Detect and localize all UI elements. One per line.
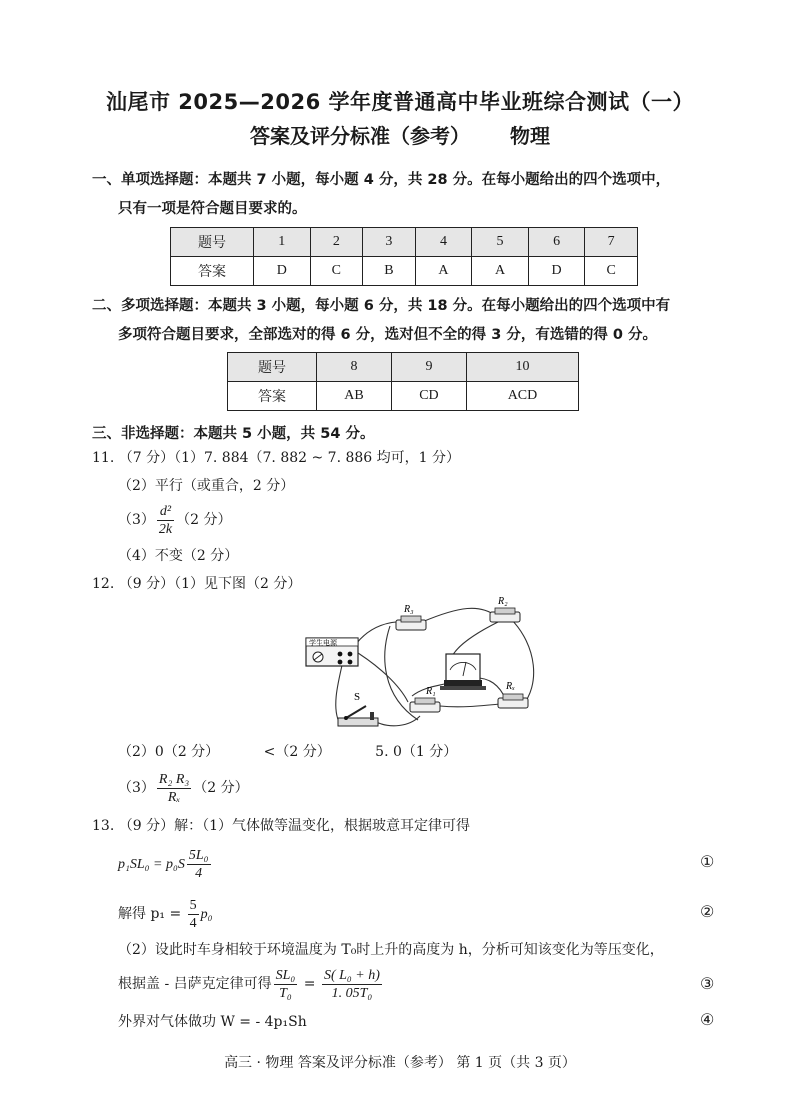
fraction-denominator: T₀ <box>279 985 292 1001</box>
section1-heading-line2: 只有一项是符合题目要求的。 <box>118 201 307 217</box>
q11-fraction <box>157 503 174 538</box>
resistor-r2 <box>490 596 520 622</box>
page-subtitle <box>0 120 800 149</box>
q11-part2: （2）平行（或重合，2 分） <box>118 478 295 494</box>
equation-prefix: 解得 p₁ = <box>118 906 186 922</box>
question-number: 2 <box>310 228 363 257</box>
answer-cell: C <box>585 257 638 286</box>
equation-prefix: 根据盖 - 吕萨克定律可得 <box>118 976 272 992</box>
fraction-numerator: S( L₀ + h) <box>323 967 380 983</box>
fraction-numerator: SL₀ <box>275 967 296 983</box>
question-number: 6 <box>528 228 585 257</box>
table-row <box>171 228 638 257</box>
q11-part4: （4）不变（2 分） <box>118 548 239 564</box>
fraction-denominator: 2k <box>158 521 173 537</box>
resistor-rx <box>498 681 528 708</box>
question-number: 1 <box>254 228 311 257</box>
answer-cell: C <box>310 257 363 286</box>
switch-label: S <box>354 691 361 703</box>
q13-part1: 13. （9 分）解：（1）气体做等温变化，根据玻意耳定律可得 <box>92 818 470 834</box>
equation-marker-4: ④ <box>700 1010 715 1029</box>
row-label: 题号 <box>228 353 317 382</box>
section1-heading-line1: 一、单项选择题：本题共 7 小题，每小题 4 分，共 28 分。在每小题给出的四个选项中， <box>92 172 671 188</box>
equation-fraction-left <box>274 967 298 1002</box>
q11-part3 <box>118 502 232 538</box>
q12-part1: 12. （9 分）（1）见下图（2 分） <box>92 576 302 592</box>
subject-name: 物理 <box>510 124 550 148</box>
fraction-numerator: 5L₀ <box>188 847 209 863</box>
answer-cell: A <box>472 257 529 286</box>
equation-suffix: p₀ <box>200 907 213 922</box>
page-title: 汕尾市 2025—2026 学年度普通高中毕业班综合测试（一） <box>105 90 694 114</box>
section2-heading-line2: 多项符合题目要求，全部选对的得 6 分，选对但不全的得 3 分，有选错的得 0 分。 <box>118 327 658 343</box>
fraction-numerator: d² <box>157 503 174 521</box>
row-label: 题号 <box>171 228 254 257</box>
q12-part2 <box>118 742 457 762</box>
page-footer: 高三 · 物理 答案及评分标准（参考） 第 1 页（共 3 页） <box>224 1055 576 1071</box>
equals-sign: = <box>299 976 320 992</box>
question-number: 8 <box>317 353 392 382</box>
fraction-denominator: 1. 05T₀ <box>331 985 373 1001</box>
question-number: 10 <box>466 353 578 382</box>
power-supply-label: 学生电源 <box>309 639 337 647</box>
q13-equation-2 <box>118 896 213 933</box>
section2-heading <box>92 292 732 350</box>
answer-cell: D <box>528 257 585 286</box>
fraction-denominator: Rₓ <box>167 789 181 805</box>
fraction-denominator: 4 <box>195 865 203 881</box>
equation-marker-2: ② <box>700 902 715 921</box>
switch <box>338 691 378 726</box>
power-supply <box>306 638 358 666</box>
question-number: 4 <box>415 228 472 257</box>
answer-cell: D <box>254 257 311 286</box>
row-label: 答案 <box>228 382 317 411</box>
equation-fraction-right <box>322 967 382 1002</box>
fraction-denominator: 4 <box>189 915 197 931</box>
section3-heading: 三、非选择题：本题共 5 小题，共 54 分。 <box>92 426 375 442</box>
q12-fraction <box>157 771 191 806</box>
q12-part3 <box>118 770 249 806</box>
q11-part1: 11. （7 分）（1）7. 884（7. 882 ~ 7. 886 均可，1 分） <box>92 450 461 466</box>
question-number: 9 <box>391 353 466 382</box>
subtitle-text: 答案及评分标准（参考） <box>250 124 470 148</box>
q12-part3-label: （3） <box>118 780 155 796</box>
answer-cell: ACD <box>466 382 578 411</box>
answer-cell: B <box>363 257 416 286</box>
r1-label: R₁ <box>426 686 436 697</box>
table-row <box>228 353 579 382</box>
row-label: 答案 <box>171 257 254 286</box>
q13-equation-1 <box>118 846 213 883</box>
answer-cell: A <box>415 257 472 286</box>
section2-heading-line1: 二、多项选择题：本题共 3 小题，每小题 6 分，共 18 分。在每小题给出的四个选项中有 <box>92 298 671 314</box>
q13-part2: （2）设此时车身相较于环境温度为 T₀时上升的高度为 h，分析可知该变化为等压变化， <box>118 942 664 958</box>
answer-cell: AB <box>317 382 392 411</box>
question-number: 5 <box>472 228 529 257</box>
q12-part2-c: 5. 0（1 分） <box>375 744 458 760</box>
equation-left: p₁SL₀ = p₀S <box>118 857 185 872</box>
wire <box>510 618 534 706</box>
question-number: 3 <box>363 228 416 257</box>
q13-equation-3 <box>118 964 384 1004</box>
resistor-r1 <box>410 686 440 712</box>
q11-part3-score: （2 分） <box>176 512 232 528</box>
wire <box>440 704 500 707</box>
circuit-diagram <box>300 596 546 734</box>
equation-marker-1: ① <box>700 852 715 871</box>
wire <box>422 608 496 622</box>
fraction-numerator: R₂ R₃ <box>158 771 190 787</box>
equation-fraction <box>187 847 211 882</box>
rx-label: Rₓ <box>506 681 515 692</box>
wire <box>372 716 420 726</box>
q12-part2-b: <（2 分） <box>263 744 331 760</box>
q12-part2-a: （2）0（2 分） <box>118 744 220 760</box>
table-row <box>228 382 579 411</box>
fraction-numerator: 5 <box>189 897 197 913</box>
q11-part3-label: （3） <box>118 512 155 528</box>
single-choice-answer-table <box>170 227 638 286</box>
section1-heading <box>92 166 732 224</box>
q13-equation-4: 外界对气体做功 W = - 4p₁Sh <box>118 1014 307 1030</box>
galvanometer <box>440 654 486 690</box>
r2-label: R₂ <box>498 596 508 607</box>
q12-part3-score: （2 分） <box>193 780 249 796</box>
equation-fraction <box>188 897 199 932</box>
equation-marker-3: ③ <box>700 974 715 993</box>
multi-choice-answer-table <box>227 352 579 411</box>
resistor-r3 <box>396 604 426 630</box>
table-row <box>171 257 638 286</box>
question-number: 7 <box>585 228 638 257</box>
answer-cell: CD <box>391 382 466 411</box>
r3-label: R₃ <box>404 604 414 615</box>
